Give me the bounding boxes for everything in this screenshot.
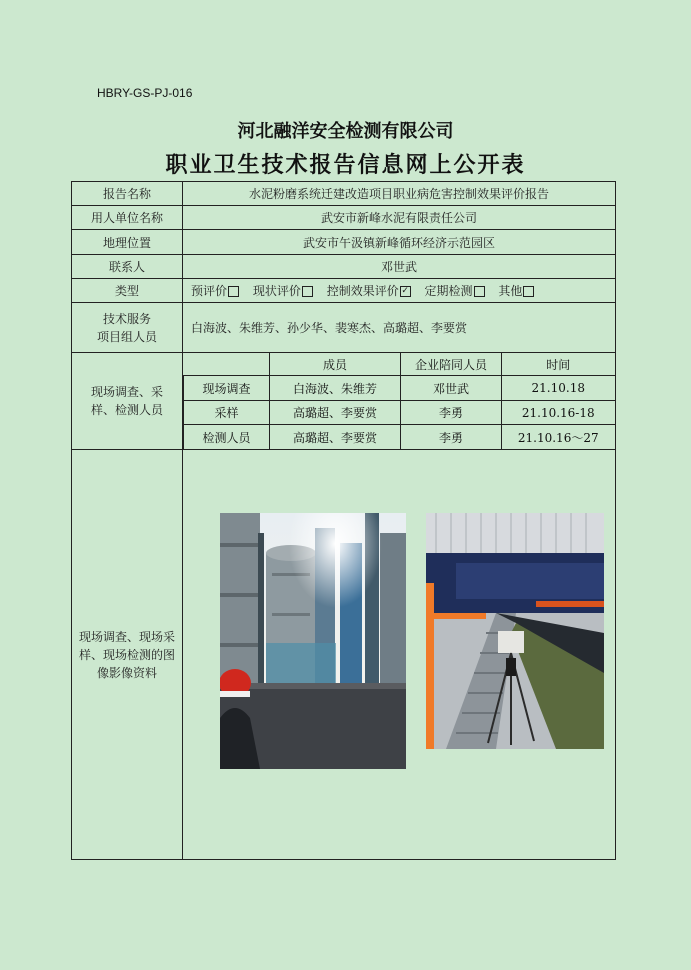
table-cell: 现场调查 — [184, 376, 270, 401]
table-cell: 李勇 — [401, 401, 502, 425]
tech-team-value: 白海波、朱维芳、孙少华、裴寒杰、高璐超、李要赏 — [183, 303, 616, 353]
row-survey — [72, 353, 616, 450]
checkbox-icon — [302, 286, 313, 297]
report-name-value: 水泥粉磨系统迁建改造项目职业病危害控制效果评价报告 — [183, 182, 616, 206]
report-name-label: 报告名称 — [72, 182, 183, 206]
table-row — [184, 425, 616, 449]
checkbox-icon — [474, 286, 485, 297]
document-code: HBRY-GS-PJ-016 — [97, 86, 193, 100]
location-value: 武安市午汲镇新峰循环经济示范园区 — [183, 230, 616, 255]
tech-team-label-line2: 项目组人员 — [96, 329, 157, 344]
tech-team-label-line1: 技术服务 — [102, 311, 151, 326]
type-option — [327, 284, 411, 298]
location-label: 地理位置 — [72, 230, 183, 255]
table-cell: 21.10.16～27 — [502, 425, 616, 449]
table-cell: 高璐超、李要赏 — [270, 425, 401, 449]
checkbox-icon — [523, 286, 534, 297]
row-location — [72, 230, 616, 255]
type-option-label: 其他 — [498, 284, 523, 298]
type-option — [253, 284, 313, 298]
type-option — [191, 284, 239, 298]
type-option-label: 预评价 — [191, 284, 228, 298]
checked-checkbox-icon: ✓ — [401, 286, 409, 296]
survey-label: 现场调查、采样、检测人员 — [72, 353, 183, 450]
survey-header-cell — [184, 353, 270, 376]
table-cell: 白海波、朱维芳 — [270, 376, 401, 401]
table-row — [184, 376, 616, 401]
plant-photo — [220, 513, 406, 769]
survey-header-cell: 企业陪同人员 — [401, 353, 502, 376]
type-option-label: 现状评价 — [252, 284, 301, 298]
type-option-label: 控制效果评价 — [326, 284, 399, 298]
employer-value: 武安市新峰水泥有限责任公司 — [183, 206, 616, 230]
images-label: 现场调查、现场采样、现场检测的图像影像资料 — [72, 450, 183, 860]
images-cell — [183, 450, 616, 860]
row-contact — [72, 255, 616, 279]
contact-label: 联系人 — [72, 255, 183, 279]
page-title: 职业卫生技术报告信息网上公开表 — [165, 152, 526, 178]
row-employer — [72, 206, 616, 230]
table-cell: 邓世武 — [401, 376, 502, 401]
row-tech-team — [72, 303, 616, 353]
row-images — [72, 450, 616, 860]
row-report-name — [72, 182, 616, 206]
table-cell: 21.10.18 — [502, 376, 616, 401]
type-label: 类型 — [72, 279, 183, 303]
plant-photo-image — [220, 513, 406, 769]
row-type — [72, 279, 616, 303]
table-cell: 检测人员 — [184, 425, 270, 449]
checkbox-icon — [228, 286, 239, 297]
table-row — [184, 401, 616, 425]
survey-header-row — [184, 353, 616, 376]
table-cell: 李勇 — [401, 425, 502, 449]
type-options — [183, 279, 616, 303]
company-name: 河北融洋安全检测有限公司 — [237, 121, 454, 142]
conveyor-photo — [426, 513, 604, 749]
type-option — [498, 284, 534, 298]
type-option-label: 定期检测 — [424, 284, 473, 298]
contact-value: 邓世武 — [183, 255, 616, 279]
type-option — [425, 284, 485, 298]
conveyor-photo-image — [426, 513, 604, 749]
employer-label: 用人单位名称 — [72, 206, 183, 230]
disclosure-table — [71, 181, 616, 860]
table-cell: 采样 — [184, 401, 270, 425]
survey-table — [183, 353, 616, 449]
tech-team-label — [72, 303, 183, 353]
table-cell: 21.10.16-18 — [502, 401, 616, 425]
table-cell: 高璐超、李要赏 — [270, 401, 401, 425]
survey-header-cell: 时间 — [502, 353, 616, 376]
survey-header-cell: 成员 — [270, 353, 401, 376]
